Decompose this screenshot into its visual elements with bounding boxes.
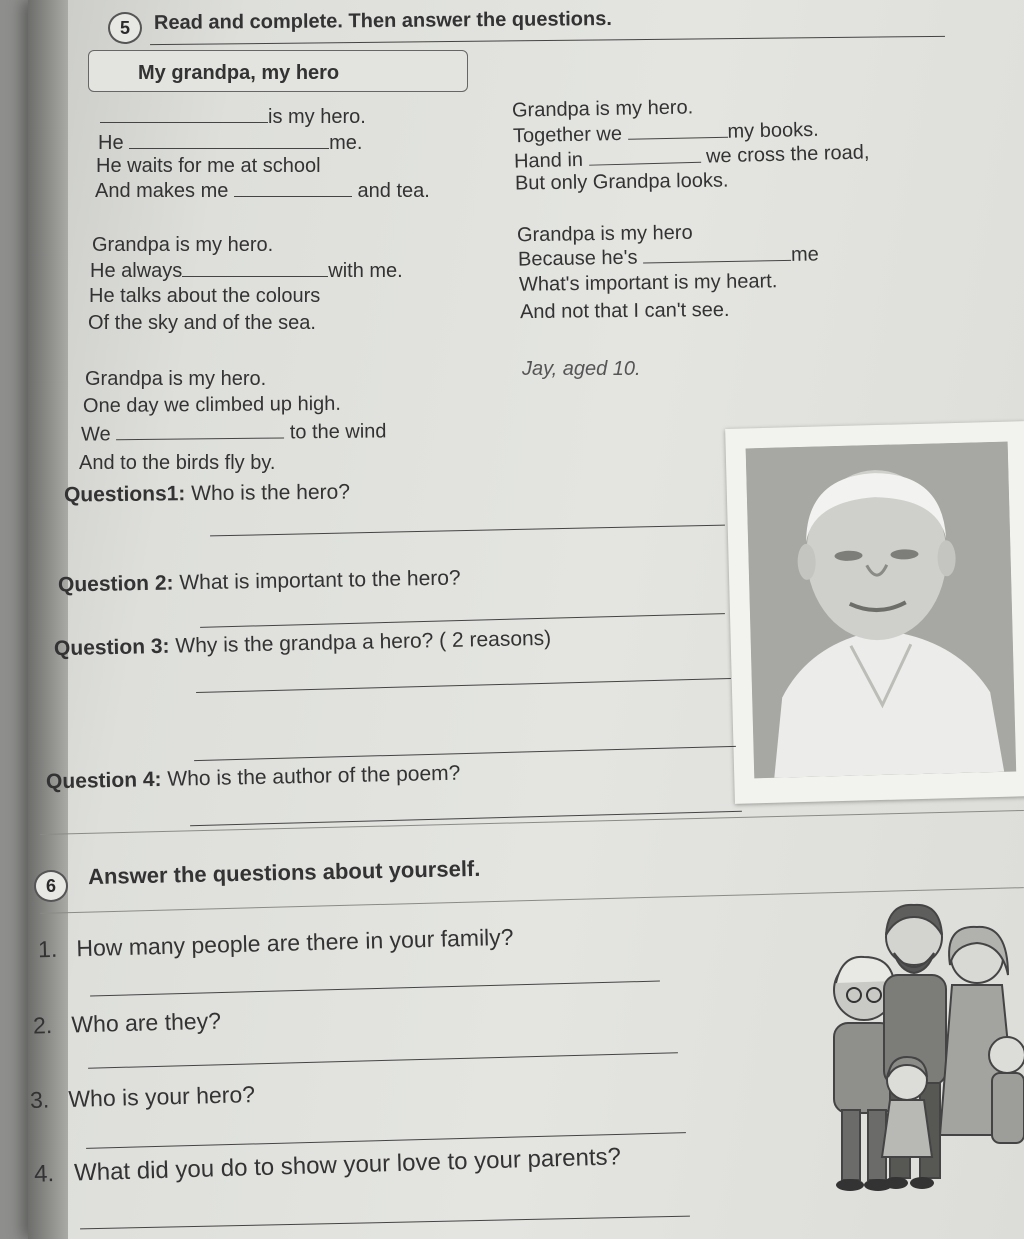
grandpa-portrait-icon	[746, 442, 1017, 779]
exercise-6-instruction: Answer the questions about yourself.	[87, 855, 481, 890]
stanza-3-line-4: Of the sky and of the sea.	[88, 312, 316, 334]
ex6-question-1: 1. How many people are there in your family?	[37, 923, 514, 963]
stanza-5-line-2: One day we climbed up high.	[82, 392, 342, 418]
blank-field[interactable]	[100, 104, 268, 123]
blank-field[interactable]	[129, 130, 329, 149]
grandpa-photo-frame	[725, 421, 1024, 804]
stanza-4-line-3: What's important is my heart.	[518, 270, 778, 296]
stanza-2-line-4: But only Grandpa looks.	[514, 169, 729, 195]
question-1: Questions1: Who is the hero?	[63, 480, 351, 507]
exercise-6-number: 6	[34, 870, 68, 902]
ex6-question-2: 2. Who are they?	[32, 1007, 222, 1039]
stanza-5-line-4: And to the birds fly by.	[79, 452, 276, 474]
book-spine	[28, 0, 68, 1239]
blank-field[interactable]	[234, 178, 352, 197]
stanza-3-line-1: Grandpa is my hero.	[92, 234, 274, 256]
question-3: Question 3: Why is the grandpa a hero? ( 2 reasons)	[53, 626, 552, 661]
stanza-4-line-2: Because he's me	[517, 243, 819, 271]
stanza-2-line-3: Hand in we cross the road,	[513, 141, 870, 173]
stanza-1-line-4: And makes me and tea.	[95, 180, 430, 202]
stanza-4-line-4: And not that I can't see.	[519, 298, 730, 324]
blank-field[interactable]	[588, 144, 700, 166]
stanza-1-line-3: He waits for me at school	[96, 155, 321, 177]
stanza-5-line-3: We to the wind	[80, 420, 387, 446]
stanza-4-line-1: Grandpa is my hero	[516, 221, 693, 247]
stanza-1-line-2: He me.	[98, 132, 363, 154]
exercise-5-instruction: Read and complete. Then answer the questions.	[153, 8, 612, 34]
blank-field[interactable]	[182, 258, 328, 277]
poem-author: Jay, aged 10.	[522, 358, 641, 380]
stanza-1-line-1: is my hero.	[100, 104, 366, 129]
blank-field[interactable]	[627, 119, 727, 140]
ex6-question-3: 3. Who is your hero?	[29, 1081, 256, 1113]
family-illustration-icon	[812, 895, 1024, 1195]
ex6-question-4: 4. What did you do to show your love to your parents?	[33, 1143, 622, 1188]
stanza-5-line-1: Grandpa is my hero.	[85, 368, 267, 390]
poem-title: My grandpa, my hero	[138, 62, 340, 84]
question-2: Question 2: What is important to the hero?	[57, 566, 461, 597]
stanza-3-line-2: He always with me.	[90, 260, 403, 282]
grandpa-photo	[746, 442, 1017, 779]
exercise-5-number: 5	[108, 12, 142, 44]
stanza-3-line-3: He talks about the colours	[89, 285, 321, 307]
stanza-2-line-2: Together we my books.	[512, 118, 819, 148]
question-4: Question 4: Who is the author of the poem?	[45, 761, 461, 794]
blank-field[interactable]	[116, 419, 284, 440]
stanza-2-line-1: Grandpa is my hero.	[511, 96, 694, 122]
blank-field[interactable]	[643, 242, 791, 264]
